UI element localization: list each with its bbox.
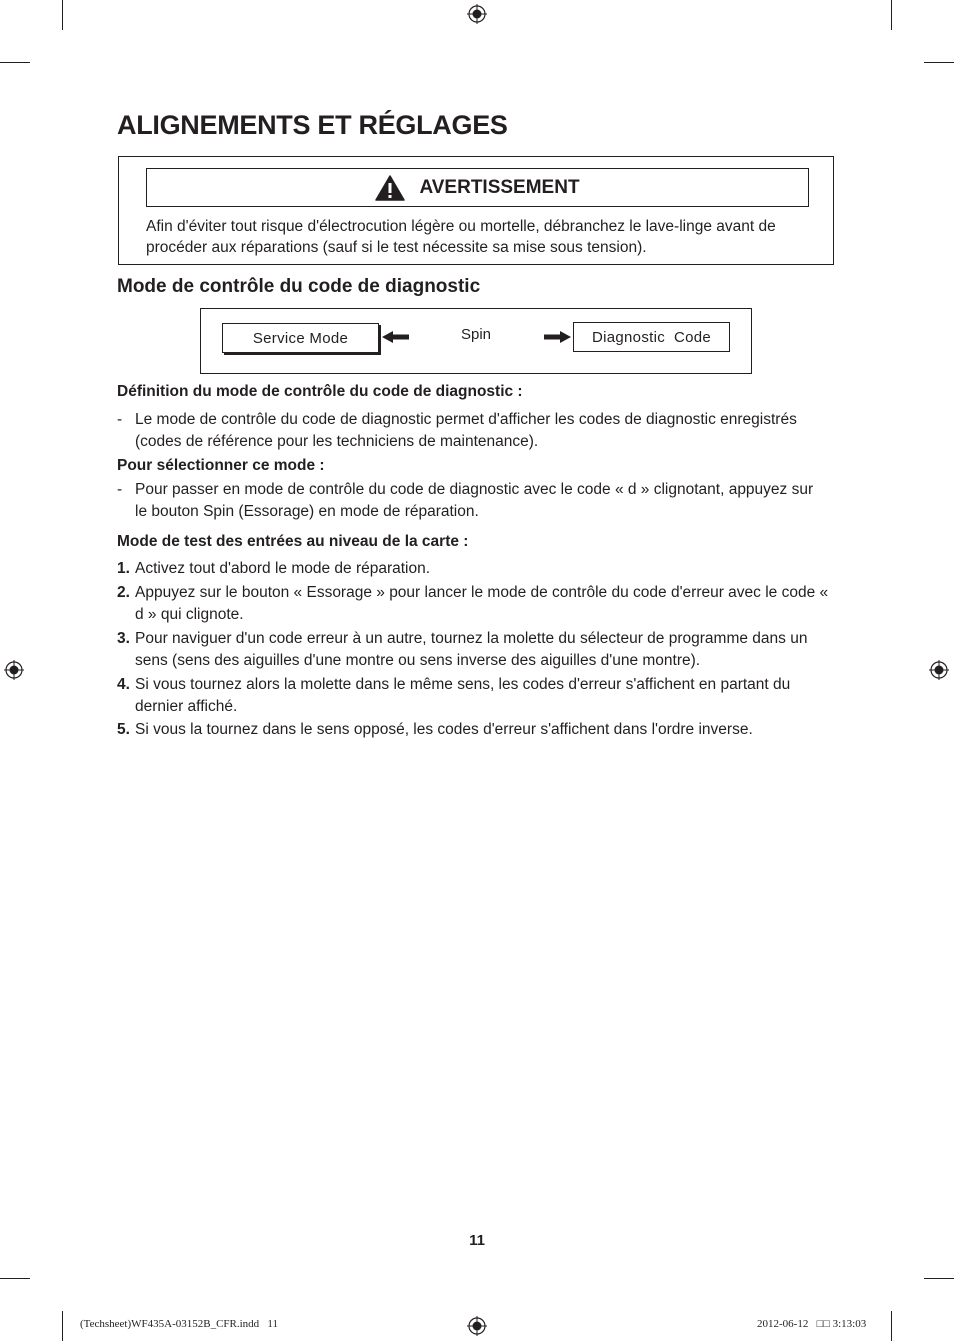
warning-triangle-icon [375, 175, 405, 201]
select-mode-text: Pour passer en mode de contrôle du code de diagnostic avec le code « d » clignotant, appuyez sur le bouton Spin (Essorage) en mode de réparation. [135, 481, 814, 520]
step-item [117, 582, 829, 626]
page-number: 11 [469, 1232, 485, 1249]
select-mode-item [117, 479, 829, 523]
registration-mark-icon [929, 660, 949, 680]
bullet-dash: - [117, 481, 123, 498]
slug-file-name: (Techsheet)WF435A-03152B_CFR.indd 11 [80, 1318, 279, 1330]
step-text: Si vous tournez alors la molette dans le même sens, les codes d'erreur s'affichent en partant du dernier affiché. [135, 676, 791, 715]
crop-mark [891, 0, 892, 30]
board-test-heading: Mode de test des entrées au niveau de la carte : [117, 533, 469, 550]
step-text: Appuyez sur le bouton « Essorage » pour lancer le mode de contrôle du code d'erreur avec le code « d » qui clignote. [135, 584, 829, 623]
section-title: Mode de contrôle du code de diagnostic [117, 276, 481, 297]
definition-heading: Définition du mode de contrôle du code de diagnostic : [117, 383, 523, 400]
step-text: Activez tout d'abord le mode de réparation. [135, 560, 431, 577]
step-number: 3. [117, 630, 130, 647]
mode-flow-diagram [200, 308, 752, 374]
crop-mark [62, 1311, 63, 1341]
crop-mark [891, 1311, 892, 1341]
page-title: ALIGNEMENTS ET RÉGLAGES [117, 110, 508, 140]
warning-title: AVERTISSEMENT [419, 176, 580, 198]
step-number: 5. [117, 721, 130, 738]
definition-item [117, 409, 829, 453]
step-number: 1. [117, 560, 130, 577]
service-mode-box: Service Mode [222, 323, 379, 353]
warning-text: Afin d'éviter tout risque d'électrocution légère ou mortelle, débranchez le lave-linge avant de procéder aux réparations (sauf si le test nécessite sa mise sous tension). [146, 218, 776, 256]
step-item [117, 628, 829, 672]
registration-mark-icon [4, 660, 24, 680]
step-text: Si vous la tournez dans le sens opposé, les codes d'erreur s'affichent dans l'ordre inverse. [135, 721, 753, 738]
step-item [117, 719, 829, 741]
arrow-right-icon [543, 330, 571, 344]
crop-mark [0, 1278, 30, 1279]
crop-mark [924, 1278, 954, 1279]
step-number: 4. [117, 676, 130, 693]
spin-label: Spin [460, 326, 492, 343]
arrow-left-icon [382, 330, 410, 344]
slug-timestamp: 2012-06-12 □□ 3:13:03 [757, 1318, 867, 1330]
warning-box [118, 156, 834, 265]
step-item [117, 558, 829, 580]
diagnostic-code-box: Diagnostic Code [573, 322, 730, 352]
bullet-dash: - [117, 411, 123, 428]
definition-text: Le mode de contrôle du code de diagnostic permet d'afficher les codes de diagnostic enregistrés (codes de référence pour les techniciens de maintenance). [135, 411, 797, 450]
registration-mark-icon [467, 1316, 487, 1336]
step-item [117, 674, 829, 718]
registration-mark-icon [467, 4, 487, 24]
crop-mark [62, 0, 63, 30]
warning-header [146, 168, 809, 207]
step-text: Pour naviguer d'un code erreur à un autre, tournez la molette du sélecteur de programme dans un sens (sens des aiguilles d'une montre ou sens inverse des aiguilles d'une montre). [135, 630, 808, 669]
select-mode-heading: Pour sélectionner ce mode : [117, 457, 325, 474]
step-number: 2. [117, 584, 130, 601]
crop-mark [924, 62, 954, 63]
crop-mark [0, 62, 30, 63]
